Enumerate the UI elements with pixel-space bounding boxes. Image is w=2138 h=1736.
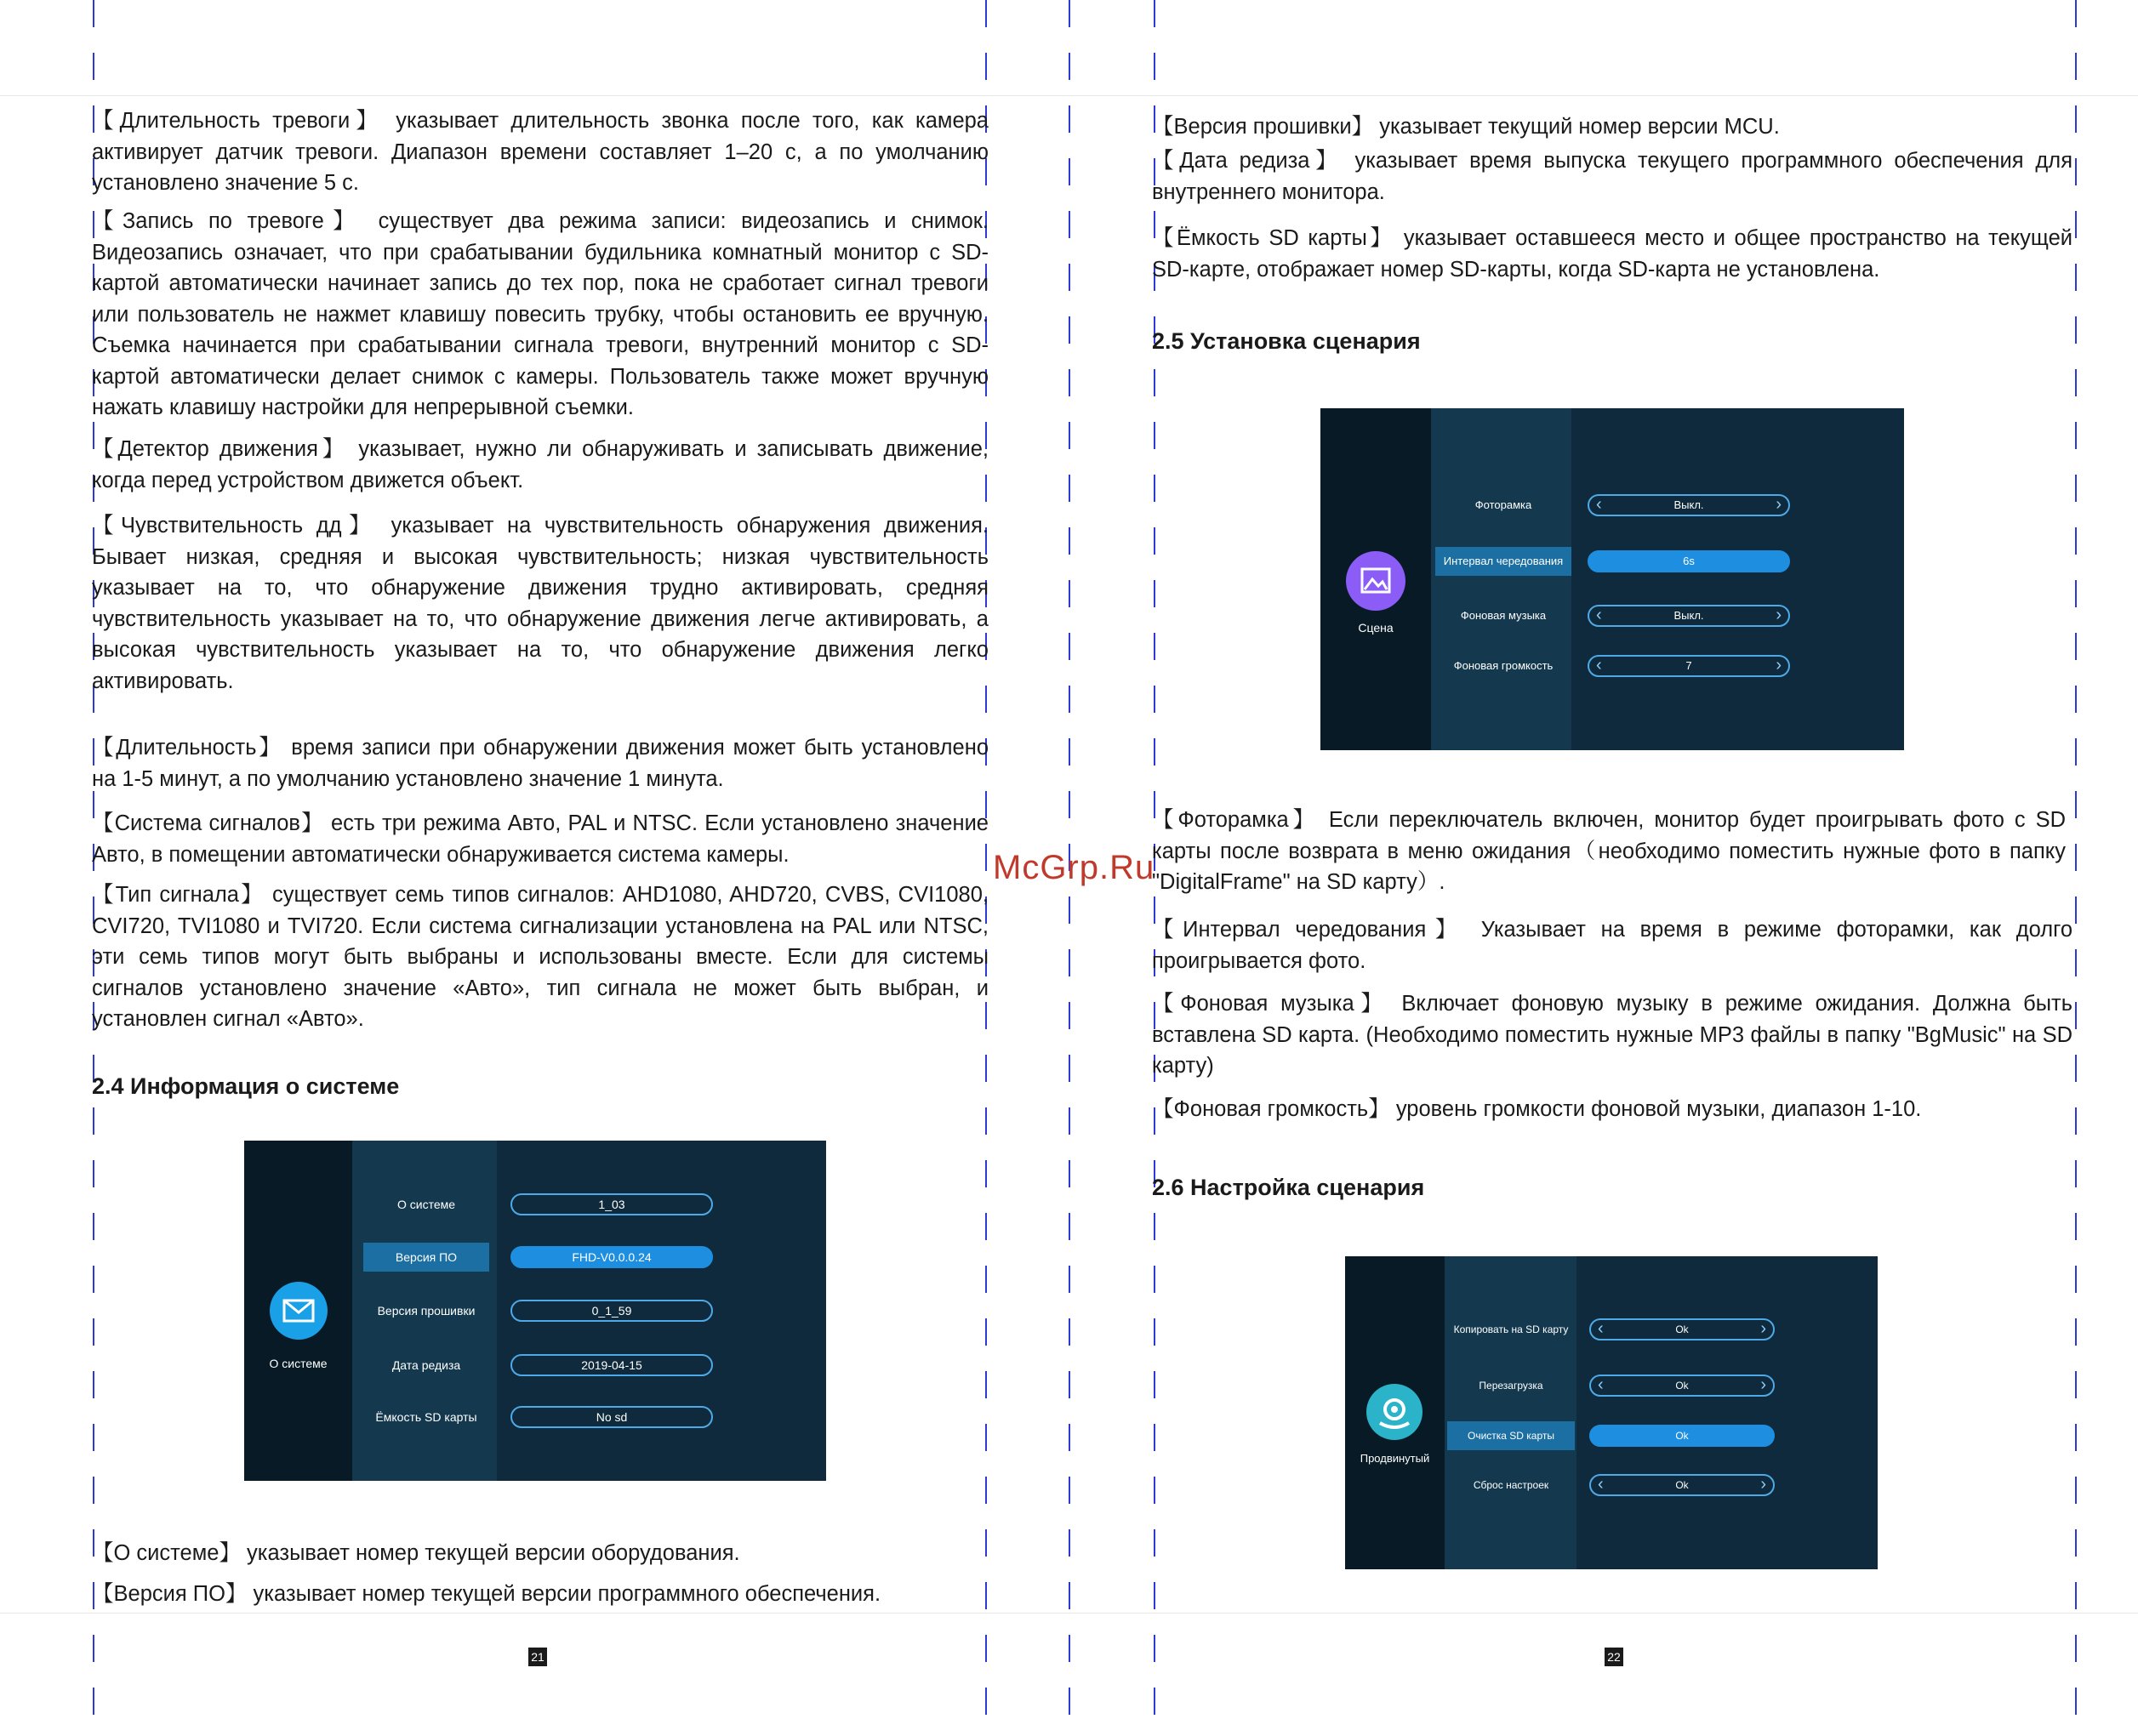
screen-row-value[interactable] xyxy=(1588,494,1790,516)
screen-row-label[interactable]: Фоновая громкость xyxy=(1453,659,1554,672)
term: 【Длительность тревоги】 xyxy=(92,109,385,133)
term: 【Интервал чередования】 xyxy=(1152,918,1467,942)
screen-row-label[interactable]: Фоновая музыка xyxy=(1460,609,1547,622)
screen-row-value-text: 6s xyxy=(1683,555,1695,567)
screen-icon-label: Сцена xyxy=(1358,621,1394,635)
screen-row-value-text: 1_03 xyxy=(598,1198,625,1211)
screen-row-value-text: Выкл. xyxy=(1673,609,1704,622)
screen-row-value[interactable] xyxy=(1588,605,1790,627)
paragraph xyxy=(92,879,989,1035)
paragraph xyxy=(1152,914,2072,976)
screen-row-label[interactable]: Версия прошивки xyxy=(377,1304,476,1318)
chevron-right-icon[interactable]: › xyxy=(1760,1319,1766,1338)
watermark: McGrp.Ru xyxy=(993,849,1155,886)
section-title: 2.6 Настройка сценария xyxy=(1152,1175,1425,1200)
gear-cloud-icon xyxy=(1366,1384,1422,1440)
screen-row-value[interactable] xyxy=(510,1300,713,1322)
term-description: указывает номер текущей версии программного обеспечения. xyxy=(253,1582,881,1606)
paragraph xyxy=(1152,111,2072,143)
screen-row-value[interactable] xyxy=(510,1246,713,1268)
chevron-left-icon[interactable]: ‹ xyxy=(1598,1475,1604,1494)
paragraph xyxy=(1152,988,2072,1082)
screen-row-value-text: FHD-V0.0.0.24 xyxy=(572,1250,652,1264)
system-info-screen xyxy=(244,1141,826,1481)
screen-row-value[interactable] xyxy=(510,1354,713,1376)
screen-row-value-text: No sd xyxy=(596,1410,628,1424)
chevron-left-icon[interactable]: ‹ xyxy=(1598,1375,1604,1394)
section-title: 2.4 Информация о системе xyxy=(92,1073,400,1099)
chevron-left-icon[interactable]: ‹ xyxy=(1598,1319,1604,1338)
term: 【Фоторамка】 xyxy=(1152,808,1319,832)
term-description: время записи при обнаружении движения может быть установлено на 1-5 минут, а по умолчанию установлено значение 1 минута. xyxy=(92,736,989,791)
term-description: указывает текущий номер версии MCU. xyxy=(1379,115,1780,139)
chevron-left-icon[interactable]: ‹ xyxy=(1596,495,1602,514)
page-number: 22 xyxy=(1605,1648,1623,1666)
screen-row-value-text: Ok xyxy=(1675,1323,1689,1335)
term-description: Указывает на время в режиме фоторамки, как долго проигрывается фото. xyxy=(1152,918,2073,973)
screen-row-value[interactable] xyxy=(510,1406,713,1428)
picture-icon xyxy=(1346,551,1405,611)
advanced-screen xyxy=(1345,1256,1878,1569)
screen-row-label[interactable]: Фоторамка xyxy=(1474,498,1532,511)
screen-row-value-text: Ok xyxy=(1675,1479,1689,1491)
screen-menu-panel xyxy=(1431,408,1571,750)
paragraph xyxy=(92,206,989,424)
term: 【Ёмкость SD карты】 xyxy=(1152,226,1395,250)
chevron-right-icon[interactable]: › xyxy=(1776,606,1782,624)
term-description: Включает фоновую музыку в режиме ожидания. Должна быть вставлена SD карта. (Необходимо поместить нужные MP3 файлы в папку "BgMusic" на SD карту) xyxy=(1152,992,2072,1078)
mail-icon xyxy=(270,1282,328,1340)
paragraph xyxy=(1152,1094,2072,1125)
term: 【Детектор движения】 xyxy=(92,437,349,461)
paragraph xyxy=(92,105,989,199)
screen-icon-label: О системе xyxy=(269,1357,328,1370)
screen-row-value-text: Выкл. xyxy=(1673,498,1704,511)
screen-row-value-text: 7 xyxy=(1685,659,1692,672)
screen-row-label[interactable]: Очистка SD карты xyxy=(1447,1421,1575,1450)
paragraph xyxy=(1152,805,2066,898)
screen-row-label[interactable]: Версия ПО xyxy=(363,1243,489,1272)
paragraph xyxy=(1152,223,2072,285)
paragraph xyxy=(1152,145,2072,208)
term-description: Если переключатель включен, монитор будет проигрывать фото с SD карты после возврата в меню ожидания（необходимо поместить нужные фото в папку "DigitalFrame" на SD карту）. xyxy=(1152,808,2066,894)
screen-row-value-text: Ok xyxy=(1675,1430,1689,1442)
screen-row-value[interactable] xyxy=(510,1193,713,1215)
screen-row-value-text: 2019-04-15 xyxy=(581,1358,642,1372)
term: 【О системе】 xyxy=(92,1541,241,1565)
paragraph xyxy=(92,434,989,496)
screen-row-label[interactable]: Ёмкость SD карты xyxy=(375,1410,477,1424)
term: 【Запись по тревоге】 xyxy=(92,209,364,233)
screen-row-value-text: Ok xyxy=(1675,1380,1689,1392)
term: 【Дата редиза】 xyxy=(1152,149,1343,173)
term-description: есть три режима Авто, PAL и NTSC. Если установлено значение Авто, в помещении автоматически обнаруживается система камеры. xyxy=(92,811,989,867)
screen-row-value[interactable] xyxy=(1589,1425,1775,1447)
screen-row-value[interactable] xyxy=(1589,1375,1775,1397)
chevron-left-icon[interactable]: ‹ xyxy=(1596,606,1602,624)
term: 【Чувствительность дд】 xyxy=(92,514,378,538)
screen-row-value[interactable] xyxy=(1588,655,1790,677)
term-description: указывает длительность звонка после того, как камера активирует датчик тревоги. Диапазон времени составляет 1–20 с, а по умолчанию установлено значение 5 с. xyxy=(92,109,989,195)
section-title: 2.5 Установка сценария xyxy=(1152,328,1421,354)
screen-row-label[interactable]: Перезагрузка xyxy=(1479,1380,1543,1392)
term: 【Длительность】 xyxy=(92,736,283,760)
term: 【Версия ПО】 xyxy=(92,1582,248,1606)
term-description: указывает время выпуска текущего программного обеспечения для внутреннего монитора. xyxy=(1152,149,2072,204)
screen-row-label[interactable]: Копировать на SD карту xyxy=(1453,1323,1569,1335)
screen-icon-label: Продвинутый xyxy=(1360,1452,1430,1465)
term-description: указывает, нужно ли обнаруживать и записывать движение, когда перед устройством движется объект. xyxy=(92,437,989,492)
term: 【Система сигналов】 xyxy=(92,811,324,835)
term: 【Тип сигнала】 xyxy=(92,883,265,907)
term-description: указывает на чувствительность обнаружения движения. Бывает низкая, средняя и высокая чувствительность; низкая чувствительность указывает на то, что обнаружение движения трудно активировать, средняя чувствительность указывает на то, что обнаружение движения легче активировать, а высокая чувствительность указывает на то, что обнаружение движения легко активировать. xyxy=(92,514,989,693)
paragraph xyxy=(92,732,989,794)
term-description: уровень громкости фоновой музыки, диапазон 1-10. xyxy=(1395,1097,1922,1121)
chevron-right-icon[interactable]: › xyxy=(1760,1375,1766,1394)
term: 【Фоновая громкость】 xyxy=(1152,1097,1390,1121)
term: 【Версия прошивки】 xyxy=(1152,115,1374,139)
term-description: указывает номер текущей версии оборудования. xyxy=(247,1541,740,1565)
term: 【Фоновая музыка】 xyxy=(1152,992,1389,1016)
paragraph xyxy=(92,1538,1011,1569)
paragraph xyxy=(92,1579,1019,1610)
term-description: указывает оставшееся место и общее пространство на текущей SD-карте, отображает номер SD-карты, когда SD-карта не установлена. xyxy=(1152,226,2073,282)
screen-row-label[interactable]: Интервал чередования xyxy=(1435,547,1571,576)
page-number: 21 xyxy=(528,1648,547,1666)
screen-row-label[interactable]: Дата редиза xyxy=(391,1358,461,1372)
screen-menu-panel xyxy=(1445,1256,1576,1569)
screen-row-label[interactable]: Сброс настроек xyxy=(1473,1479,1549,1491)
screen-row-value[interactable] xyxy=(1588,550,1790,572)
term-description: существует два режима записи: видеозапись и снимок. Видеозапись означает, что при срабатывании будильника комнатный монитор с SD-картой автоматически начинает запись до тех пор, пока не сработает сигнал тревоги или пользователь не нажмет клавишу повесить трубку, чтобы остановить ее вручную. Съемка начинается при срабатывании сигнала тревоги, внутренний монитор с SD-картой автоматически делает снимок с камеры. Пользователь также может вручную нажать клавишу настройки для непрерывной съемки. xyxy=(92,209,989,419)
chevron-left-icon[interactable]: ‹ xyxy=(1596,656,1602,674)
chevron-right-icon[interactable]: › xyxy=(1760,1475,1766,1494)
term-description: существует семь типов сигналов: AHD1080, AHD720, CVBS, CVI1080, CVI720, TVI1080 и TVI720. Если система сигнализации установлена на PAL или NTSC, эти семь типов могут быть выбраны и использованы вместе. Если для системы сигналов установлено значение «Авто», тип сигнала не может быть выбран, и установлен сигнал «Авто». xyxy=(92,883,989,1031)
scene-screen xyxy=(1320,408,1904,750)
screen-row-value[interactable] xyxy=(1589,1474,1775,1496)
chevron-right-icon[interactable]: › xyxy=(1776,656,1782,674)
chevron-right-icon[interactable]: › xyxy=(1776,495,1782,514)
screen-row-value-text: 0_1_59 xyxy=(591,1304,632,1318)
page-22 xyxy=(1069,0,2138,1736)
screen-row-value[interactable] xyxy=(1589,1318,1775,1340)
paragraph xyxy=(92,808,989,870)
paragraph xyxy=(92,510,989,697)
screen-row-label[interactable]: О системе xyxy=(396,1198,456,1211)
